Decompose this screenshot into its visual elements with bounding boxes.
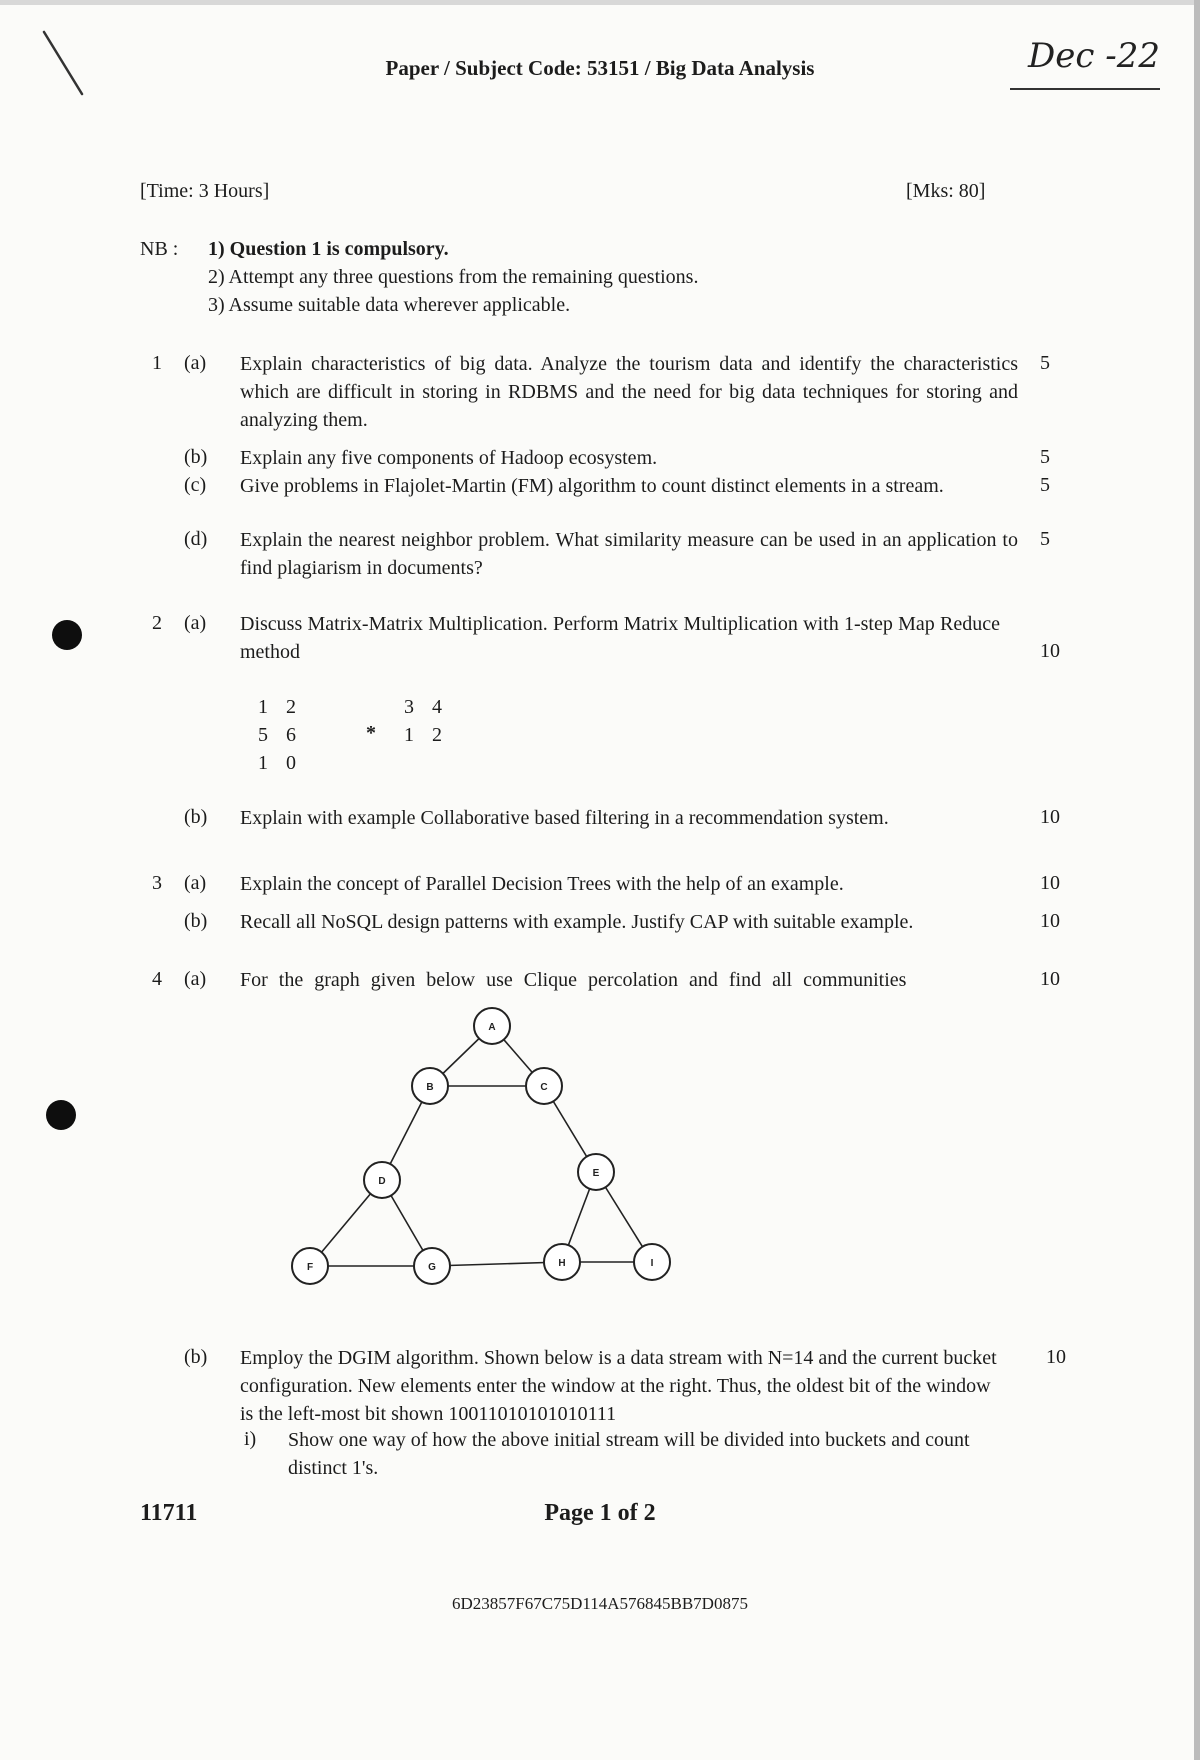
question-4b-text: Employ the DGIM algorithm. Shown below is a data stream with N=14 and the current bucket configuration. New elements enter the window at the right. Thus, the oldest bit of the window is the left-most bit shown 10011010101010111 [240, 1347, 997, 1425]
question-4-number: 4 [152, 968, 162, 990]
question-1d-marks: 5 [1040, 528, 1050, 550]
footer-hash: 6D23857F67C75D114A576845BB7D0875 [452, 1594, 748, 1613]
graph-node-label-c: C [540, 1082, 548, 1093]
punch-hole-bottom [46, 1100, 76, 1130]
question-4a-label: (a) [184, 968, 207, 990]
question-1d-label: (d) [184, 528, 208, 550]
question-3a-text: Explain the concept of Parallel Decision Trees with the help of an example. [240, 873, 844, 895]
question-1-number: 1 [152, 352, 162, 374]
question-1a-text: Explain characteristics of big data. Analyze the tourism data and identify the characteristics which are difficult in storing in RDBMS and the need for big data techniques for storing and analyzing them. [240, 353, 1018, 431]
graph-node-label-e: E [592, 1168, 600, 1179]
question-4a-text: For the graph given below use Clique percolation and find all communities [240, 969, 907, 991]
graph-node-label-b: B [426, 1082, 434, 1093]
question-4b-sub-i-label: i) [244, 1428, 257, 1450]
nb-label: NB : [140, 238, 179, 260]
matrix-a-cell: 1 [258, 696, 268, 718]
exam-marks: [Mks: 80] [906, 180, 986, 202]
matrix-a-cell: 2 [286, 696, 296, 718]
scan-edge-right [1194, 0, 1200, 1760]
question-3b-marks: 10 [1040, 910, 1060, 932]
matrix-a-cell: 6 [286, 724, 296, 746]
question-4a-marks: 10 [1040, 968, 1060, 990]
question-1c-label: (c) [184, 474, 207, 496]
nb-item-1: 1) Question 1 is compulsory. [208, 238, 449, 260]
question-1a-marks: 5 [1040, 352, 1050, 374]
question-3b-text: Recall all NoSQL design patterns with example. Justify CAP with suitable example. [240, 911, 914, 933]
question-1b-text: Explain any five components of Hadoop ecosystem. [240, 447, 658, 469]
matrix-b-cell: 2 [432, 724, 442, 746]
graph-node-label-h: H [558, 1258, 566, 1269]
nb-item-3: 3) Assume suitable data wherever applicable. [208, 294, 571, 316]
question-3a-marks: 10 [1040, 872, 1060, 894]
question-1c-text: Give problems in Flajolet-Martin (FM) algorithm to count distinct elements in a stream. [240, 475, 944, 497]
question-2a-text: Discuss Matrix-Matrix Multiplication. Perform Matrix Multiplication with 1-step Map Reduce method [240, 613, 1000, 663]
matrix-b-cell: 3 [404, 696, 414, 718]
matrix-a-cell: 1 [258, 752, 268, 774]
matrix-b-cell: 1 [404, 724, 414, 746]
graph-node-label-i: I [650, 1258, 654, 1269]
paper-title: Paper / Subject Code: 53151 / Big Data Analysis [385, 56, 815, 80]
question-1c-marks: 5 [1040, 474, 1050, 496]
question-4b-sub-i-text: Show one way of how the above initial stream will be divided into buckets and count distinct 1's. [288, 1429, 970, 1479]
handwritten-date: Dec -22 [1028, 36, 1160, 76]
matrix-a-cell: 0 [286, 752, 296, 774]
question-2a-marks: 10 [1040, 640, 1060, 662]
graph-node-label-a: A [488, 1022, 496, 1033]
question-1d-text: Explain the nearest neighbor problem. What similarity measure can be used in an application to find plagiarism in documents? [240, 529, 1018, 579]
matrix-b-cell: 4 [432, 696, 442, 718]
footer-paper-code: 11711 [140, 1500, 198, 1526]
graph-node-label-g: G [428, 1262, 436, 1273]
question-2b-label: (b) [184, 806, 208, 828]
community-graph [286, 1000, 686, 1290]
question-3b-label: (b) [184, 910, 208, 932]
question-2b-marks: 10 [1040, 806, 1060, 828]
punch-hole-top [52, 620, 82, 650]
question-1b-label: (b) [184, 446, 208, 468]
graph-node-label-f: F [306, 1262, 314, 1273]
matrix-a-cell: 5 [258, 724, 268, 746]
question-4b-label: (b) [184, 1346, 208, 1368]
footer-page-number: Page 1 of 2 [544, 1500, 656, 1526]
question-1b-marks: 5 [1040, 446, 1050, 468]
handwritten-underline [1010, 88, 1160, 90]
graph-node-label-d: D [378, 1176, 386, 1187]
question-2a-label: (a) [184, 612, 207, 634]
nb-item-2: 2) Attempt any three questions from the remaining questions. [208, 266, 699, 288]
question-2b-text: Explain with example Collaborative based filtering in a recommendation system. [240, 807, 889, 829]
scan-edge-top [0, 0, 1200, 5]
graph-edge-g-h [432, 1262, 562, 1266]
question-2-number: 2 [152, 612, 162, 634]
question-1a-label: (a) [184, 352, 207, 374]
matrix-multiply-operator: * [366, 722, 376, 744]
question-3a-label: (a) [184, 872, 207, 894]
exam-time: [Time: 3 Hours] [140, 180, 270, 202]
question-3-number: 3 [152, 872, 162, 894]
question-4b-marks: 10 [1046, 1346, 1066, 1368]
